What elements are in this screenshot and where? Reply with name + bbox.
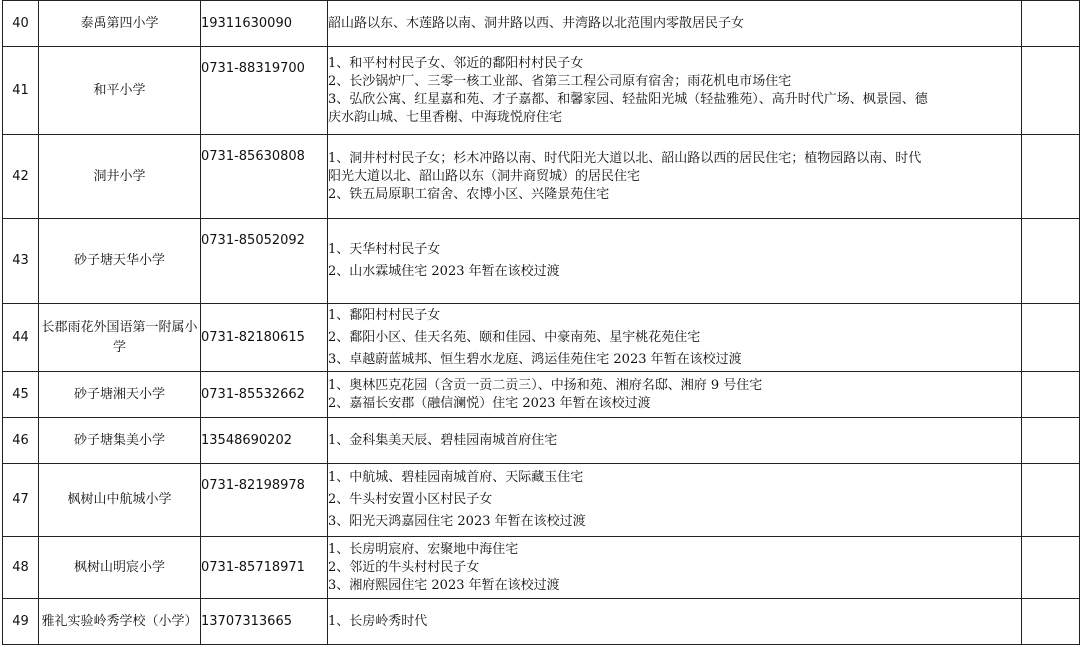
row-number: 44 <box>3 304 39 372</box>
phone-number: 13707313665 <box>201 599 328 645</box>
area-line: 2、牛头村安置小区村民子女 <box>328 492 493 507</box>
enrollment-area <box>328 135 1022 219</box>
school-name: 泰禹第四小学 <box>39 1 201 47</box>
row-number: 47 <box>3 464 39 537</box>
enrollment-area <box>328 219 1022 304</box>
phone-number: 0731-82180615 <box>201 304 328 372</box>
area-line: 1、金科集美天辰、碧桂园南城首府住宅 <box>328 432 558 448</box>
area-line: 2、邻近的牛头村村民子女 <box>328 559 480 575</box>
area-line: 3、阳光天鸿嘉园住宅 2023 年暂在该校过渡 <box>328 514 586 529</box>
table-row <box>3 1 1080 47</box>
school-name: 砂子塘天华小学 <box>39 219 201 304</box>
school-zone-table <box>2 0 1080 645</box>
phone-number: 19311630090 <box>201 1 328 47</box>
area-line: 1、和平村村民子女、邻近的鄱阳村村民子女 <box>328 55 584 71</box>
enrollment-area <box>328 1 1022 47</box>
row-number: 48 <box>3 537 39 599</box>
area-line: 1、奥林匹克花园（含贡一贡二贡三）、中扬和苑、湘府名邸、湘府 9 号住宅 <box>328 377 763 393</box>
phone-number: 0731-82198978 <box>201 464 328 537</box>
table-row <box>3 537 1080 599</box>
table-row <box>3 418 1080 464</box>
remarks-cell <box>1022 418 1080 464</box>
phone-number: 13548690202 <box>201 418 328 464</box>
school-name: 雅礼实验岭秀学校（小学） <box>39 599 201 645</box>
area-line: 2、山水霖城住宅 2023 年暂在该校过渡 <box>328 264 560 279</box>
enrollment-area <box>328 599 1022 645</box>
row-number: 42 <box>3 135 39 219</box>
table-row <box>3 304 1080 372</box>
table-row <box>3 599 1080 645</box>
area-line: 2、长沙锅炉厂、三零一核工业部、省第三工程公司原有宿舍；雨花机电市场住宅 <box>328 73 792 89</box>
remarks-cell <box>1022 135 1080 219</box>
phone-number: 0731-85718971 <box>201 537 328 599</box>
remarks-cell <box>1022 599 1080 645</box>
enrollment-area <box>328 47 1022 135</box>
school-name: 枫树山明宸小学 <box>39 537 201 599</box>
table-row <box>3 372 1080 418</box>
remarks-cell <box>1022 47 1080 135</box>
enrollment-area <box>328 372 1022 418</box>
area-line: 1、长房岭秀时代 <box>328 613 428 629</box>
phone-number: 0731-85052092 <box>201 219 328 304</box>
area-line: 2、鄱阳小区、佳天名苑、颐和佳园、中豪南苑、星宇桃花苑住宅 <box>328 329 701 345</box>
remarks-cell <box>1022 219 1080 304</box>
area-line: 1、洞井村村民子女；杉木冲路以南、时代阳光大道以北、韶山路以西的居民住宅；植物园路以南、时代 <box>328 150 922 166</box>
row-number: 40 <box>3 1 39 47</box>
area-line: 2、嘉福长安郡（融信澜悦）住宅 2023 年暂在该校过渡 <box>328 395 651 411</box>
remarks-cell <box>1022 304 1080 372</box>
remarks-cell <box>1022 372 1080 418</box>
table-row <box>3 464 1080 537</box>
row-number: 49 <box>3 599 39 645</box>
area-line: 庆水韵山城、七里香榭、中海珑悦府住宅 <box>328 109 563 125</box>
area-line: 3、弘欣公寓、红星嘉和苑、才子嘉都、和馨家园、轻盐阳光城（轻盐雅苑）、高升时代广场、枫景园、德 <box>328 91 928 107</box>
table-row <box>3 135 1080 219</box>
remarks-cell <box>1022 537 1080 599</box>
phone-number: 0731-88319700 <box>201 47 328 135</box>
row-number: 43 <box>3 219 39 304</box>
table-row <box>3 219 1080 304</box>
phone-number: 0731-85532662 <box>201 372 328 418</box>
area-line: 韶山路以东、木莲路以南、洞井路以西、井湾路以北范围内零散居民子女 <box>328 15 745 31</box>
area-line: 2、铁五局原职工宿舍、农博小区、兴隆景苑住宅 <box>328 186 610 202</box>
remarks-cell <box>1022 1 1080 47</box>
area-line: 1、鄱阳村村民子女 <box>328 307 441 323</box>
school-name: 砂子塘湘天小学 <box>39 372 201 418</box>
school-name: 长郡雨花外国语第一附属小学 <box>39 304 201 372</box>
area-line: 3、湘府熙园住宅 2023 年暂在该校过渡 <box>328 577 560 593</box>
phone-number: 0731-85630808 <box>201 135 328 219</box>
school-name: 枫树山中航城小学 <box>39 464 201 537</box>
school-name: 砂子塘集美小学 <box>39 418 201 464</box>
enrollment-area <box>328 418 1022 464</box>
enrollment-area <box>328 537 1022 599</box>
area-line: 1、长房明宸府、宏聚地中海住宅 <box>328 541 519 557</box>
area-line: 1、天华村村民子女 <box>328 242 441 257</box>
row-number: 46 <box>3 418 39 464</box>
area-line: 1、中航城、碧桂园南城首府、天际藏玉住宅 <box>328 470 584 485</box>
area-line: 阳光大道以北、韶山路以东（洞井商贸城）的居民住宅 <box>328 168 641 184</box>
area-line: 3、卓越蔚蓝城邦、恒生碧水龙庭、鸿运佳苑住宅 2023 年暂在该校过渡 <box>328 351 742 367</box>
enrollment-area <box>328 464 1022 537</box>
table-row <box>3 47 1080 135</box>
row-number: 41 <box>3 47 39 135</box>
row-number: 45 <box>3 372 39 418</box>
remarks-cell <box>1022 464 1080 537</box>
school-name: 和平小学 <box>39 47 201 135</box>
school-name: 洞井小学 <box>39 135 201 219</box>
enrollment-area <box>328 304 1022 372</box>
